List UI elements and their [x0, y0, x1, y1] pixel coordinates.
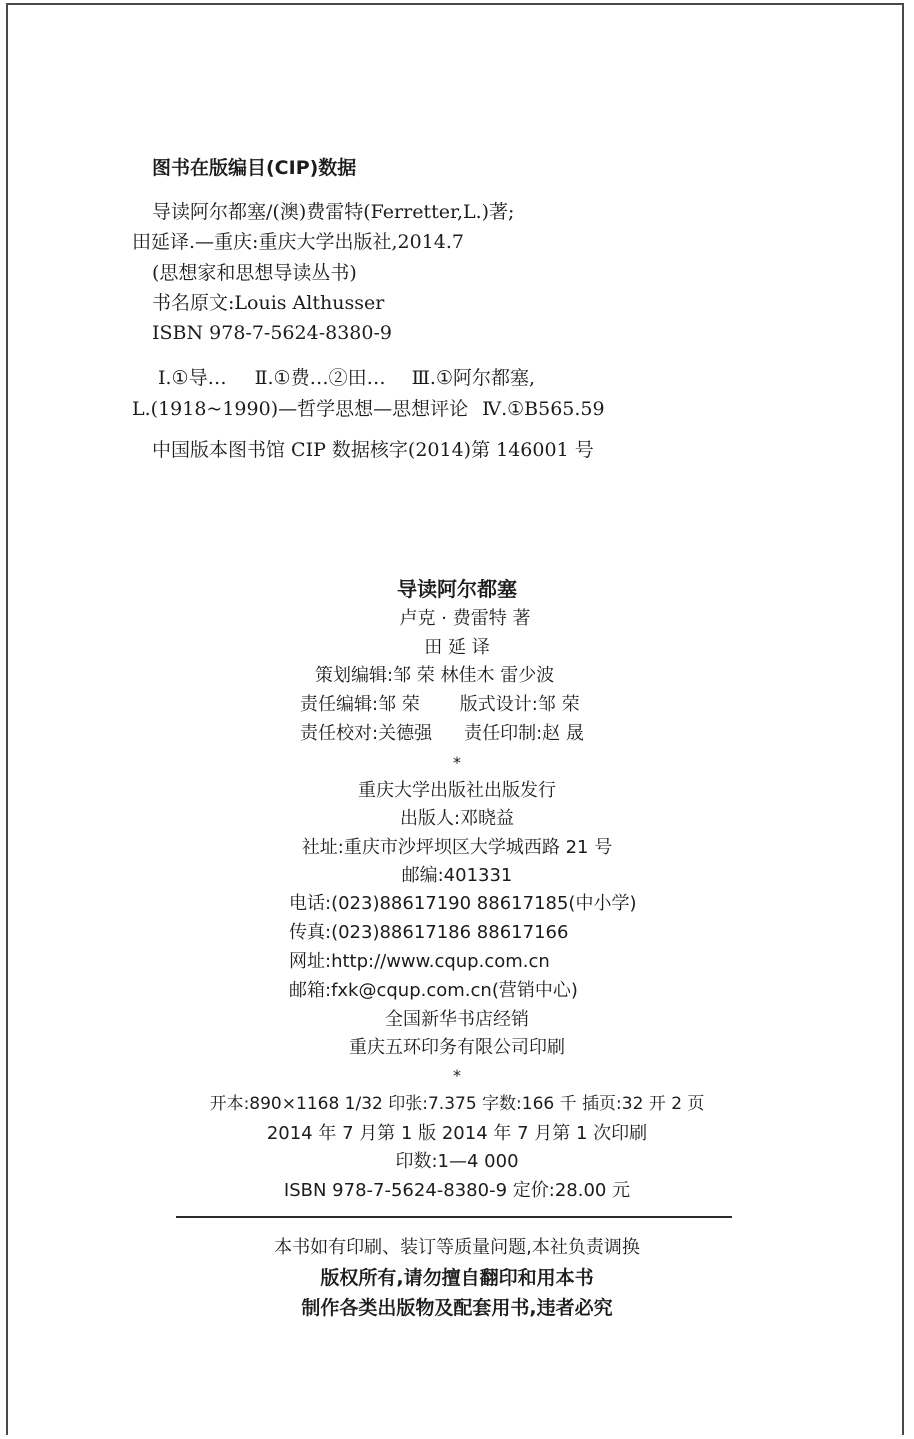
separator-rule: [176, 1216, 732, 1218]
book-title: 导读阿尔都塞: [397, 577, 517, 601]
author-line: 卢克 · 费雷特 著: [399, 608, 531, 629]
print-run-line: 印数:1—4 000: [395, 1151, 519, 1172]
publisher-person-line: 出版人:邓晓益: [399, 808, 515, 829]
responsible-editor: 责任编辑:邹 荣: [300, 694, 420, 715]
cip-line-series: (思想家和思想导读丛书): [152, 262, 357, 284]
notice-copyright: 版权所有,请勿擅自翻印和用本书: [320, 1267, 594, 1289]
editions-line: 2014 年 7 月第 1 版 2014 年 7 月第 1 次印刷: [266, 1123, 648, 1144]
postcode-line: 邮编:401331: [401, 865, 513, 886]
proofreader: 责任校对:关德强: [300, 723, 433, 744]
printer-line: 重庆五环印务有限公司印刷: [349, 1037, 565, 1058]
cip-line-translator: 田延译.—重庆:重庆大学出版社,2014.7: [132, 231, 464, 253]
proofreader-line: [300, 725, 584, 743]
isbn-price-line: ISBN 978-7-5624-8380-9 定价:28.00 元: [283, 1180, 631, 1201]
cip-class-iii: Ⅲ.①阿尔都塞,: [411, 367, 536, 389]
responsible-editor-line: [300, 696, 580, 714]
publisher-line: 重庆大学出版社出版发行: [358, 780, 556, 801]
layout-design: 版式设计:邹 荣: [459, 694, 580, 715]
cip-line-isbn: ISBN 978-7-5624-8380-9: [152, 322, 392, 344]
separator-asterisk-2: *: [453, 1066, 461, 1085]
phone-line: 电话:(023)88617190 88617185(中小学): [289, 893, 637, 914]
distributor-line: 全国新华书店经销: [385, 1009, 529, 1030]
cip-line-title: 导读阿尔都塞/(澳)费雷特(Ferretter,L.)著;: [152, 201, 515, 223]
cip-class-subject: L.(1918~1990)—哲学思想—思想评论: [132, 398, 469, 420]
separator-asterisk-1: *: [453, 753, 461, 772]
translator-line: 田 延 译: [424, 637, 490, 658]
planning-editors: 策划编辑:邹 荣 林佳木 雷少波: [315, 665, 555, 686]
cip-class-i: Ⅰ.①导…: [158, 367, 227, 389]
cip-heading: 图书在版编目(CIP)数据: [152, 157, 357, 179]
cip-line-record-number: 中国版本图书馆 CIP 数据核字(2014)第 146001 号: [152, 439, 594, 461]
email-line: 邮箱:fxk@cqup.com.cn(营销中心): [289, 980, 578, 1001]
cip-class-ii: Ⅱ.①费…②田…: [254, 367, 386, 389]
cip-line-classification-1: [158, 369, 535, 388]
address-line: 社址:重庆市沙坪坝区大学城西路 21 号: [301, 837, 613, 858]
notice-warning: 制作各类出版物及配套用书,违者必究: [301, 1297, 613, 1319]
cip-class-iv: Ⅳ.①B565.59: [482, 398, 605, 420]
cip-line-original-title: 书名原文:Louis Althusser: [152, 292, 385, 314]
print-supervisor: 责任印制:赵 晟: [464, 723, 584, 744]
cip-line-classification-2: [132, 400, 605, 419]
notice-quality: 本书如有印刷、装订等质量问题,本社负责调换: [274, 1237, 640, 1258]
format-line: 开本:890×1168 1/32 印张:7.375 字数:166 千 插页:32 开 2 页: [209, 1094, 705, 1114]
fax-line: 传真:(023)88617186 88617166: [289, 922, 569, 943]
website-line: 网址:http://www.cqup.com.cn: [289, 951, 550, 972]
